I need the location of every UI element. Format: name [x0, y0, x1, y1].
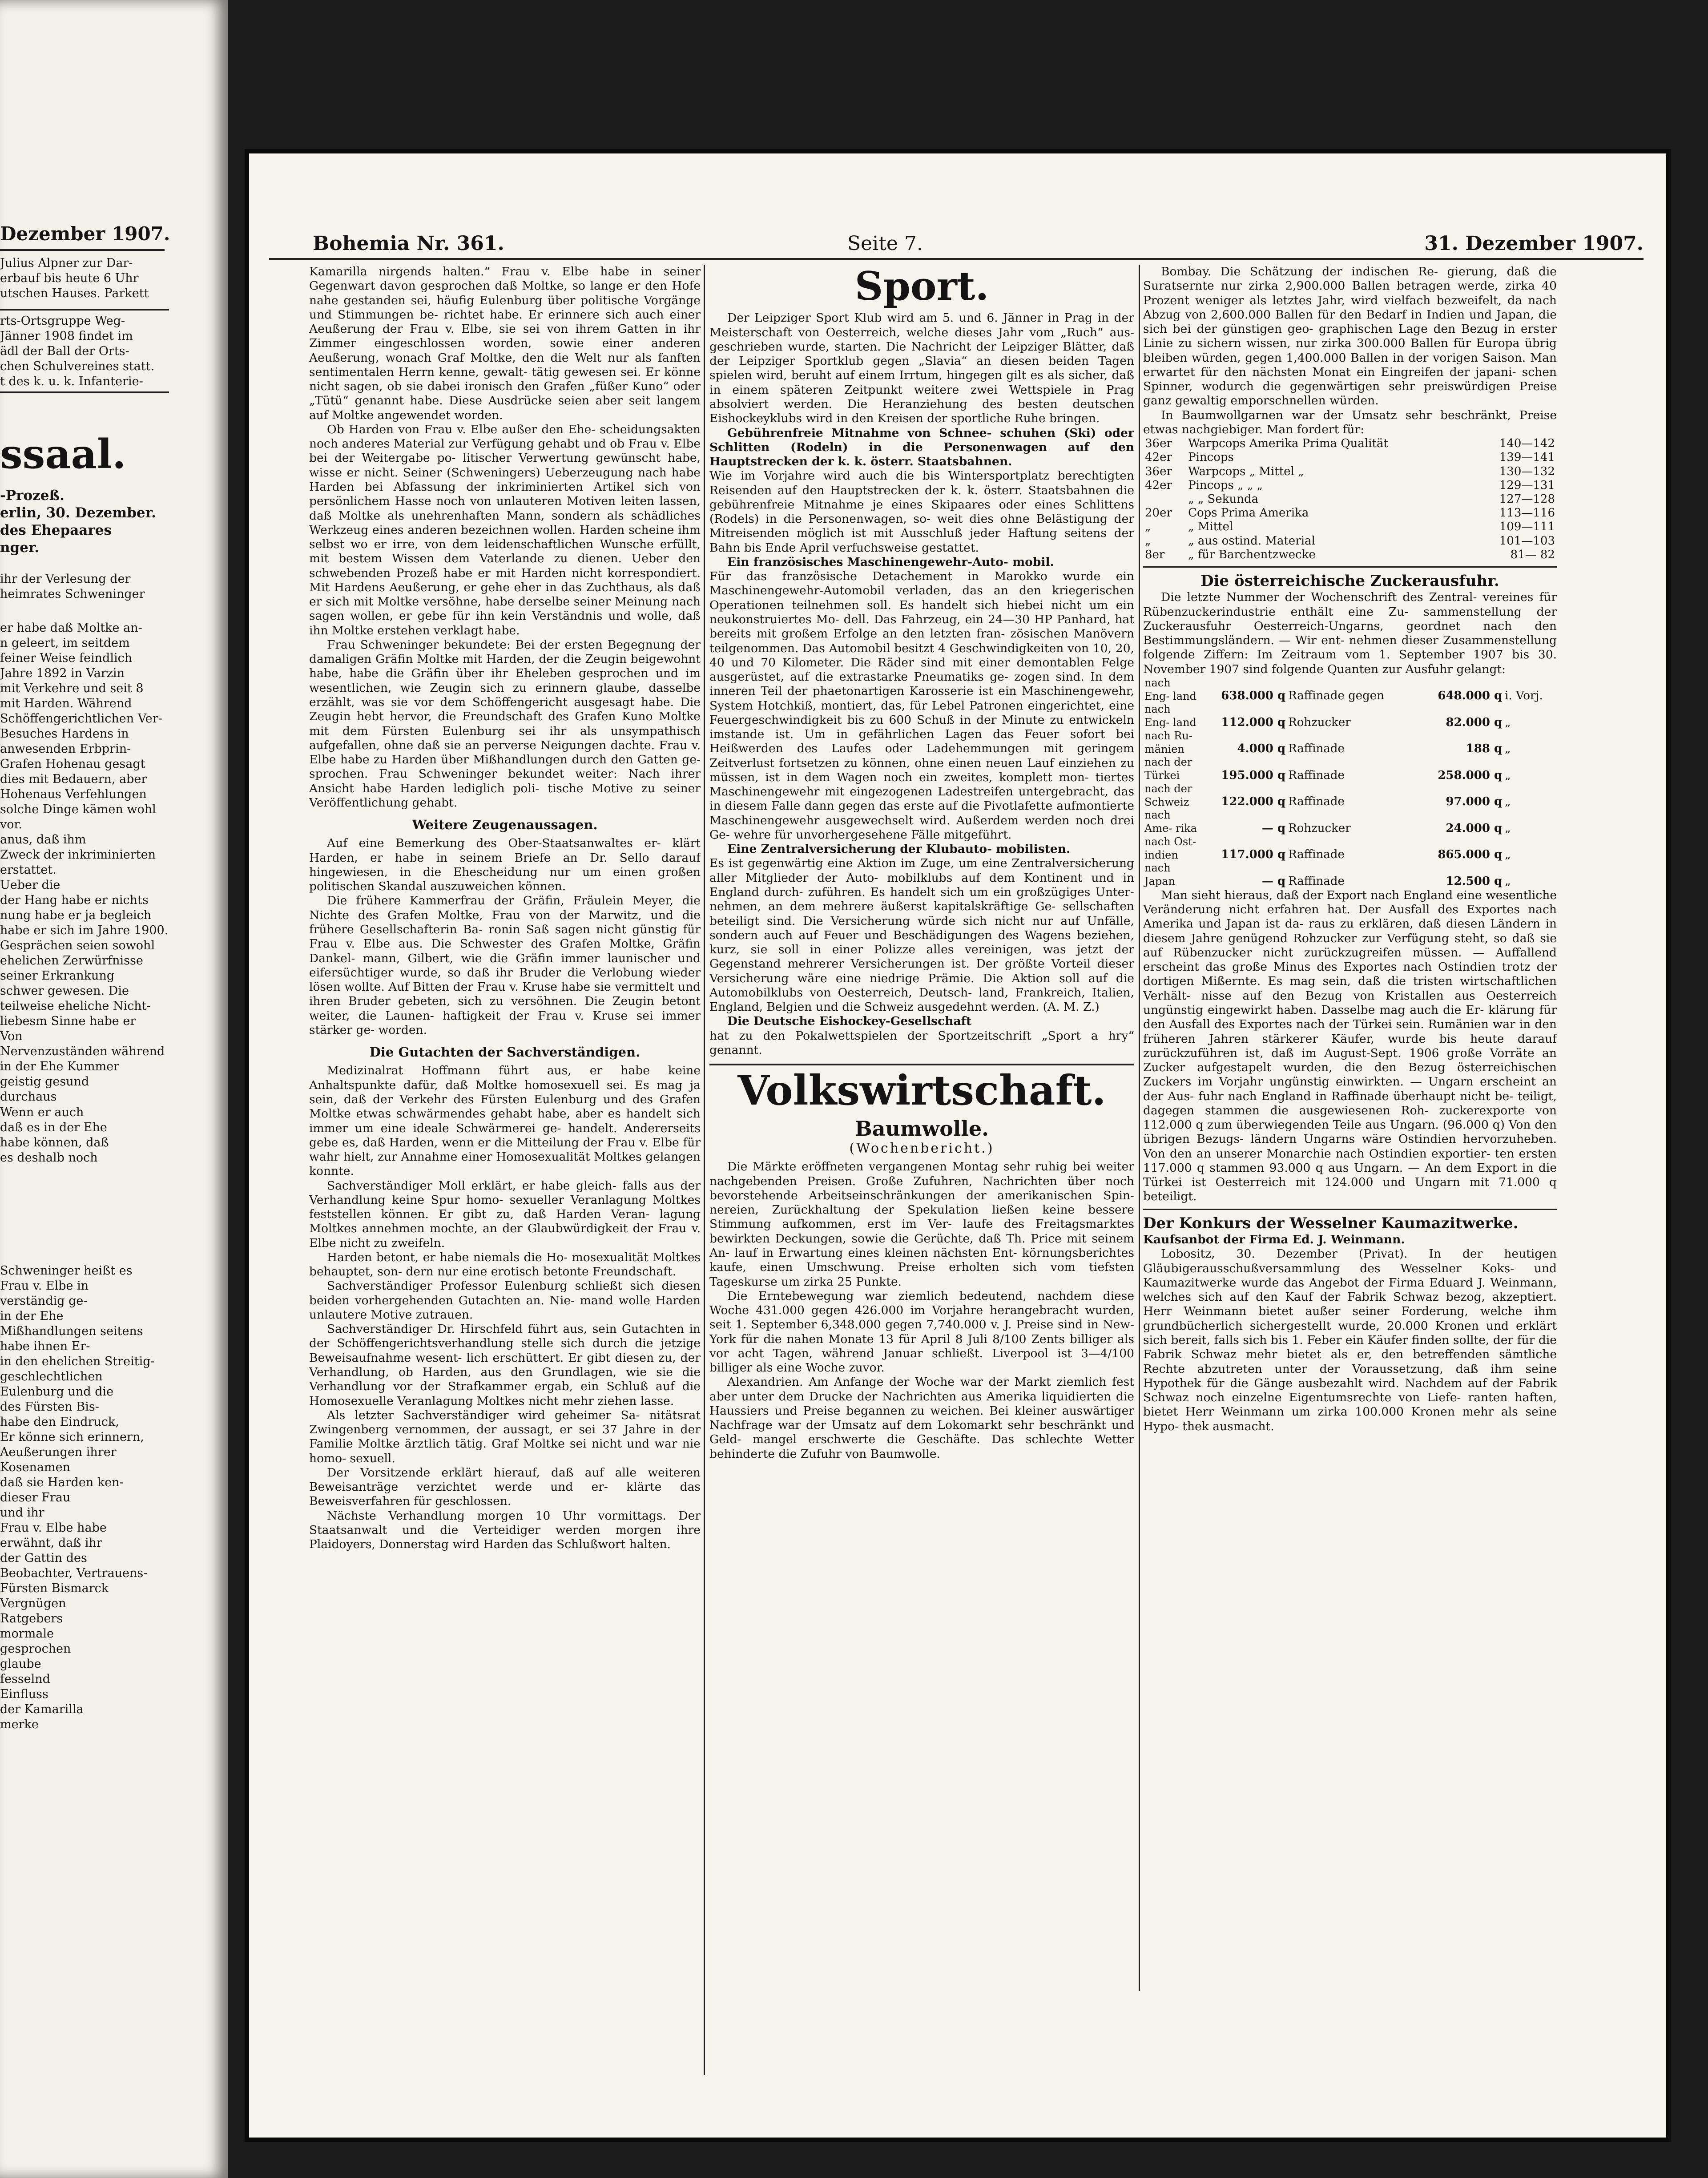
- sugar-export-row: [1143, 809, 1557, 835]
- sugar-export-row: [1143, 782, 1557, 809]
- price-range: 81— 82: [1510, 548, 1555, 561]
- paragraph: Als letzter Sachverständiger wird geheimer Sa- nitätsrat Zwingenberg vernommen, der aussagt, er sei 37 Jahre in der Familie Moltke ärztlich tätig. Graf Moltke sei nicht und war nie homo- sexuell.: [309, 1408, 701, 1465]
- subsection-title: Baumwolle.: [854, 1117, 989, 1141]
- yarn-type: „ „ Sekunda: [1188, 492, 1259, 506]
- quantity-current: 117.000 q: [1221, 848, 1286, 862]
- destination: nach Ru- mänien: [1144, 729, 1192, 755]
- destination: nach Ost- indien: [1144, 835, 1196, 861]
- destination: nach Eng- land: [1144, 676, 1196, 702]
- paragraph: Die letzte Nummer der Wochenschrift des Zentral- vereines für Rübenzuckerindustrie enthält eine Zu- sammenstellung der Zuckerausfuhr Oesterreich-Ungarns, geordnet nach den Bestimmungsländern. — Wir ent- nehmen dieser Zusammenstellung folgende Ziffern: Im Zeitraum vom 1. September 1907 bis 30. November 1907 sind folgende Quanten zur Ausfuhr gelangt:: [1143, 590, 1557, 676]
- period-note: i. Vorj.: [1505, 689, 1543, 703]
- section-divider: [1143, 566, 1557, 568]
- previous-page-section-title: ssaal.: [0, 431, 126, 478]
- yarn-count: 42er: [1145, 451, 1172, 464]
- price-row: [1143, 479, 1557, 492]
- product: Rohzucker: [1288, 821, 1351, 835]
- price-row: [1143, 465, 1557, 479]
- yarn-type: „ für Barchentzwecke: [1188, 548, 1316, 561]
- previous-page-header: Dezember 1907.: [0, 223, 170, 245]
- previous-page-header-rule: [0, 249, 165, 251]
- page-header: [269, 232, 1644, 268]
- price-row: [1143, 437, 1557, 451]
- yarn-type: Cops Prima Amerika: [1188, 506, 1309, 520]
- sugar-export-row: [1143, 756, 1557, 782]
- sugar-export-row: [1143, 835, 1557, 862]
- column-court-report: [309, 265, 701, 2097]
- yarn-count: 36er: [1145, 464, 1172, 478]
- price-range: 140—142: [1499, 437, 1555, 451]
- newspaper-page: [249, 153, 1666, 2138]
- paragraph: Die Erntebewegung war ziemlich bedeutend, nachdem diese Woche 431.000 gegen 426.000 im Vorjahre herangebracht wurden, seit 1. September 6,348.000 gegen 7,740.000 v. J. Preise sind in New-York für die nahen Monate 13 für April 8 Juli 8/100 Zents billiger als vor acht Tagen, während Januar schließt. Liverpool ist 3—4/100 billiger als eine Woche zuvor.: [709, 1289, 1134, 1375]
- yarn-type: Warpcops Amerika Prima Qualität: [1188, 437, 1388, 451]
- quantity-previous: 24.000 q: [1446, 821, 1503, 835]
- quantity-current: 4.000 q: [1237, 742, 1286, 756]
- price-range: 139—141: [1499, 451, 1555, 464]
- product: Raffinade: [1288, 742, 1345, 756]
- item-heading: Die Deutsche Eishockey-Gesellschaft: [727, 1014, 972, 1028]
- product: Raffinade: [1288, 848, 1345, 862]
- item-heading: Gebührenfreie Mitnahme von Schnee- schuhen (Ski) oder Schlitten (Rodeln) in die Personenwagen auf den Hauptstrecken der k. k. österr. Staatsbahnen.: [709, 426, 1134, 469]
- previous-page-snippet: er habe daß Moltke an- n geleert, im seitdem feiner Weise feindlich Jahre 1892 in Varzin mit Verkehre und seit 8 mit Harden. Während Schöffengerichtlichen Ver- Besuches Hardens in anwesenden Erbprin- Grafen Hohenau gesagt dies mit Bedauern, aber Hohenaus Verfehlungen solche Dinge kämen wohl vor. anus, daß ihm Zweck der inkriminierten erstattet. Ueber die der Hang habe er nichts nung habe er ja begleich habe er sich im Jahre 1900. Gesprächen seien sowohl ehelichen Zerwürfnisse seiner Erkrankung schwer gewesen. Die teilweise eheliche Nicht- liebesm Sinne habe er Von Nervenzuständen während in der Ehe Kummer geistig gesund durchaus Wenn er auch daß es in der Ehe habe können, daß es deshalb noch: [0, 621, 169, 1165]
- quantity-current: 195.000 q: [1221, 768, 1286, 782]
- paragraph: Harden betont, er habe niemals die Ho- mosexualität Moltkes behauptet, son- dern nur eine erotisch betonte Freundschaft.: [309, 1250, 701, 1279]
- yarn-count: 8er: [1145, 548, 1165, 561]
- sugar-export-row: [1143, 677, 1557, 703]
- sugar-export-row: [1143, 703, 1557, 730]
- paragraph: Auf eine Bemerkung des Ober-Staatsanwaltes er- klärt Harden, er habe in seinem Briefe an Dr. Sello darauf hingewiesen, in die Ehescheidung nur um einen großen politischen Skandal auszuweichen können.: [309, 836, 701, 894]
- price-row: [1143, 451, 1557, 464]
- quantity-current: — q: [1261, 874, 1286, 888]
- section-heading: Die österreichische Zuckerausfuhr.: [1200, 572, 1499, 590]
- price-row: [1143, 492, 1557, 506]
- yarn-type: „ Mittel: [1188, 520, 1233, 534]
- paragraph: Sachverständiger Professor Eulenburg schließt sich diesen beiden vorhergehenden Gutachten an. Nie- mand wolle Harden unlautere Motive zutrauen.: [309, 1279, 701, 1322]
- paragraph: hat zu den Pokalwettspielen der Sportzeitschrift „Sport a hry“ genannt.: [709, 1028, 1134, 1057]
- previous-page-snippet: ihr der Verlesung der heimrates Schweninger: [0, 572, 145, 601]
- product: Raffinade: [1288, 874, 1345, 888]
- section-heading: Weitere Zeugenaussagen.: [412, 817, 598, 833]
- column-rule: [1139, 265, 1140, 1991]
- paragraph: Medizinalrat Hoffmann führt aus, er habe keine Anhaltspunkte dafür, daß Moltke homosexuell sei. Es mag ja sein, daß der Verkehr des Fürsten Eulenburg und des Grafen Moltke etwas schwärmendes gehabt habe, aber es handelt sich immer um eine ideale Schwärmerei ge- handelt. Andererseits gebe es, daß Harden, wenn er die Mitteilung der Frau v. Elbe für wahr hielt, zur Annahme einer Homosexualität Moltkes gelangen konnte.: [309, 1064, 701, 1178]
- yarn-count: 20er: [1145, 506, 1172, 520]
- paragraph: Frau Schweninger bekundete: Bei der ersten Begegnung der damaligen Gräfin Moltke mit Harden, der die Zeugin beigewohnt habe, habe die Gräfin über ihr Eheleben gesprochen und im wesentlichen, wie Zeugin sich zu erinnern glaube, dasselbe erzählt, was sie vor dem Schöffengericht ausgesagt habe. Die Zeugin hebt hervor, die Freundschaft des Grafen Kuno Moltke mit dem Fürsten Eulenburg sei ihr als unsympathisch aufgefallen, ohne daß sie an perverse Neigungen dachte. Frau v. Elbe habe zu Harden über Mißhandlungen durch den Gatten ge- sprochen. Frau Schweninger bekundet weiter: Nach ihrer Ansicht habe Harden lediglich poli- tische Motive zu seiner Veröffentlichung gehabt.: [309, 637, 701, 810]
- paragraph: Bombay. Die Schätzung der indischen Re- gierung, daß die Suratsernte nur zirka 2,900.000 Ballen betragen werde, zirka 40 Prozent weniger als letztes Jahr, wird vielfach bezweifelt, da nach Abzug von 2,600.000 Ballen für den Bedarf in Indien und Japan, die sich bei der günstigen geo- graphischen Lage den Bezug in erster Linie zu sichern wissen, nur zirka 300.000 Ballen für Europa übrig bleiben würden, gegen 1,400.000 Ballen in der vorigen Saison. Man erwartet für den nächsten Monat ein Eingreifen der japani- schen Spinner, wodurch die gegenwärtigen sehr preiswürdigen Preise ganz gewaltig emporschnellen würden.: [1143, 265, 1557, 408]
- paragraph: Nächste Verhandlung morgen 10 Uhr vormittags. Der Staatsanwalt und die Verteidiger werden morgen ihre Plaidoyers, Donnerstag wird Harden das Schlußwort halten.: [309, 1508, 701, 1552]
- previous-page-rule: [0, 391, 169, 393]
- section-heading: Die Gutachten der Sachverständigen.: [369, 1045, 640, 1060]
- subsection-subtitle: (Wochenbericht.): [849, 1141, 995, 1157]
- previous-page-snippet: Julius Alpner zur Dar- erbauf bis heute 6 Uhr utschen Hauses. Parkett: [0, 256, 149, 301]
- page-number: Seite 7.: [847, 232, 923, 255]
- period-note: „: [1505, 768, 1511, 782]
- price-range: 101—103: [1499, 534, 1555, 548]
- sugar-export-table: [1143, 677, 1557, 888]
- previous-page-rule: [0, 309, 169, 311]
- previous-page-subtitle: -Prozeß. erlin, 30. Dezember. des Ehepaares nger.: [0, 488, 156, 556]
- destination: nach Japan: [1144, 862, 1176, 888]
- yarn-count: „: [1145, 520, 1151, 534]
- section-title-sport: Sport.: [854, 265, 989, 309]
- price-row: [1143, 520, 1557, 534]
- destination: nach der Türkei: [1144, 756, 1192, 782]
- section-heading: Der Konkurs der Wesselner Kaumazitwerke.: [1143, 1214, 1519, 1232]
- quantity-current: 122.000 q: [1221, 795, 1286, 809]
- yarn-price-table: [1143, 437, 1557, 562]
- issue-number: Bohemia Nr. 361.: [313, 232, 504, 255]
- item-heading: Kaufsanbot der Firma Ed. J. Weinmann.: [1143, 1233, 1405, 1247]
- quantity-previous: 188 q: [1466, 742, 1503, 756]
- product: Raffinade: [1288, 768, 1345, 782]
- period-note: „: [1505, 742, 1511, 756]
- item-heading: Eine Zentralversicherung der Klubauto- mobilisten.: [727, 842, 1071, 856]
- yarn-type: Warpcops „ Mittel „: [1188, 464, 1304, 478]
- yarn-count: „: [1145, 534, 1151, 548]
- product: Rohzucker: [1288, 715, 1351, 729]
- price-range: 129—131: [1499, 478, 1555, 492]
- paragraph: Die frühere Kammerfrau der Gräfin, Fräulein Meyer, die Nichte des Grafen Moltke, Frau von der Marwitz, und die frühere Gesellschafterin Ba- ronin Saß sagen nicht günstig für Frau v. Elbe aus. Die Schwester des Grafen Moltke, Gräfin Dankel- mann, Gilbert, wie die Gräfin immer launischer und eifersüchtiger wurde, so daß ihr Bruder die Verlobung wieder lösen wollte. Auf Bitten der Frau v. Kruse habe sie vermittelt und ihren Bruder gebeten, sich zu versöhnen. Die Zeugin betont weiter, die Launen- haftigkeit der Frau v. Kruse sei immer stärker ge- worden.: [309, 894, 701, 1037]
- price-row: [1143, 534, 1557, 548]
- price-row: [1143, 548, 1557, 562]
- paragraph: Für das französische Detachement in Marokko wurde ein Maschinengewehr-Automobil verladen, das an den kriegerischen Operationen teilnehmen soll. Es handelt sich hiebei nicht um ein neukonstruiertes Mo- dell. Das Fahrzeug, ein 24—30 HP Panhard, hat bereits mit großem Erfolge an den letzten fran- zösischen Manövern teilgenommen. Das Automobil besitzt 4 Geschwindigkeiten von 10, 20, 40 und 70 Kilometer. Die Räder sind mit einer demontablen Felge ausgerüstet, auf die extrastarke Pneumatiks ge- zogen sind. In dem inneren Teil der phaetonartigen Karosserie ist ein Maschinengewehr, System Hotchkiß, montiert, das, für Lebel Patronen eingerichtet, eine Feuergeschwindigkeit bis zu 600 Schuß in der Minute zu entwickeln imstande ist. Um in gefährlichen Lagen das Feuer sofort bei Heißwerden des Laufes oder Ladehemmungen mit geringem Zeitverlust fortsetzen zu können, ohne einen neuen Lauf einziehen zu müssen, ist in dem Wagen noch ein zweites, komplett mon- tiertes Maschinengewehr mit eingezogenen Ladestreifen untergebracht, das in diesem Falle dann gegen das erste auf die Pivotlafette aufmontierte Maschinengewehr ausgewechselt wird. Außerdem werden noch drei Ge- wehre für unvorhergesehene Fälle mitgeführt.: [709, 569, 1134, 842]
- price-range: 130—132: [1499, 464, 1555, 478]
- quantity-current: — q: [1261, 821, 1286, 835]
- sugar-export-row: [1143, 730, 1557, 756]
- paragraph: Der Leipziger Sport Klub wird am 5. und 6. Jänner in Prag in der Meisterschaft von Oesterreich, welche dieses Jahr vom „Ruch“ aus- geschrieben wurde, starten. Die Nachricht der Leipziger Blätter, daß der Leipziger Sportklub gegen „Slavia“ an diesen beiden Tagen spielen wird, beruht auf einem Irrtum, hingegen gilt es als sicher, daß in einem späteren Zeitpunkt weitere zwei Wettspiele in Prag absolviert werden. Die Heranziehung des besten deutschen Eishockeyklubs wird in den Kreisen der sportliche Ruhe bringen.: [709, 311, 1134, 426]
- period-note: „: [1505, 848, 1511, 862]
- paragraph: Sachverständiger Moll erklärt, er habe gleich- falls aus der Verhandlung keine Spur homo- sexueller Veranlagung Moltkes feststellen können. Er gibt zu, daß Harden Veran- lagung Moltkes annehmen mochte, an der Glaubwürdigkeit der Frau v. Elbe nicht zu zweifeln.: [309, 1178, 701, 1250]
- sugar-export-row: [1143, 862, 1557, 888]
- paragraph: Wie im Vorjahre wird auch die bis Wintersportplatz berechtigten Reisenden auf den Hauptstrecken der k. k. österr. Staatsbahnen die gebührenfreie Mitnahme je eines Skipaares oder eines Schlittens (Rodels) in die Personenwagen, so- weit dies ohne Belästigung der Mitreisenden möglich ist mit Ausschluß jeder Haftung seitens der Bahn bis Ende April verfuchsweise gestattet.: [709, 469, 1134, 555]
- paragraph: Ob Harden von Frau v. Elbe außer den Ehe- scheidungsakten noch anderes Material zur Verfügung gehabt und ob Frau v. Elbe bei der Weitergabe po- litischer Verwertung gewünscht habe, wisse er nicht. Seiner (Schweningers) Ueberzeugung nach habe Harden bei Abfassung der inkriminierten Artikel sich von persönlichem Hasse noch von unlauteren Motiven leiten lassen, daß Moltke als unehrenhaften Mann, sondern als schädliches Werkzeug eines anderen bezeichnen wollen. Harden scheine ihm selbst wo er irre, von dem leidenschaftlichen Wunsche erfüllt, mit bestem Wissen dem Vaterlande zu dienen. Ueber den schwebenden Prozeß habe er mit Harden nicht korrespondiert. Mit Hardens Aeußerung, er gehe eher in das Zuchthaus, als daß er sich mit Moltke versöhne, habe derselbe seiner Meinung nach sagen wollen, er gebe für ihn kein Verständnis und wolle, daß ihn Moltke erstehen verklagt habe.: [309, 422, 701, 637]
- period-note: „: [1505, 874, 1511, 888]
- price-range: 127—128: [1499, 492, 1555, 506]
- quantity-previous: 258.000 q: [1438, 768, 1503, 782]
- previous-page-snippet: rts-Ortsgruppe Weg- Jänner 1908 findet im ädl der Ball der Orts- chen Schulvereines statt. t des k. u. k. Infanterie-: [0, 314, 155, 389]
- paragraph: Sachverständiger Dr. Hirschfeld führt aus, sein Gutachten in der Schöffengerichtsverhandlung stelle sich durch die jetzige Beweisaufnahme wesent- lich erschüttert. Er gibt diesen zu, der Verhandlung, ob Harden, aus den Grundlagen, wie sie die Verhandlung vor der Strafkammer ergab, ein Schluß auf die Homosexuelle Veranlagung Moltkes nicht mehr ziehen lasse.: [309, 1322, 701, 1408]
- paragraph: Die Märkte eröffneten vergangenen Montag sehr ruhig bei weiter nachgebenden Preisen. Große Zufuhren, Nachrichten über noch bevorstehende Arbeitseinschränkungen der amerikanischen Spin- nereien, Zurückhaltung der Spekulation ließen keine bessere Stimmung aufkommen, erst im Ver- laufe des Freitagsmarktes bewirkten Deckungen, sowie die Gerüchte, daß Th. Price mit seinem An- lauf in Erwartung eines kleinen nächsten Ent- körnungsberichtes kaufe, einen Umschwung. Preise erholten sich vom tiefsten Tageskurse um zirka 25 Punkte.: [709, 1160, 1134, 1289]
- section-divider: [709, 1064, 1134, 1065]
- item-heading: Ein französisches Maschinengewehr-Auto- mobil.: [727, 555, 1054, 569]
- quantity-previous: 97.000 q: [1446, 795, 1503, 809]
- column-sport-economy: [709, 265, 1134, 2097]
- destination: nach der Schweiz: [1144, 782, 1192, 808]
- price-row: [1143, 506, 1557, 520]
- yarn-type: Pincops: [1188, 451, 1234, 464]
- issue-date: 31. Dezember 1907.: [1424, 232, 1644, 255]
- quantity-previous: 12.500 q: [1446, 874, 1503, 888]
- quantity-current: 638.000 q: [1221, 689, 1286, 703]
- quantity-previous: 648.000 q: [1438, 689, 1503, 703]
- yarn-type: „ aus ostind. Material: [1188, 534, 1315, 548]
- paragraph: Kamarilla nirgends halten.“ Frau v. Elbe habe in seiner Gegenwart davon gesprochen daß Moltke, so lange er den Hofe nahe gestanden sei, häufig Eulenburg über politische Vorgänge und Stimmungen be- richtet habe. Er erinnere sich auch einer Aeußerung der Frau v. Elbe, sie sei von ihrem Gatten in ihr Zimmer eingeschlossen worden, sowie einer anderen Aeußerung, wonach Graf Moltke, den die Welt nur als fanften sentimentalen Herrn kenne, gewalt- tätig gewesen sei. Er könne nicht sagen, ob sie dabei ironisch den Grafen „füßer Kuno“ oder „Tütü“ genannt habe. Diese Ausdrücke seien aber seit langem auf Moltke angewendet worden.: [309, 265, 701, 422]
- column-rule: [704, 265, 705, 2075]
- yarn-count: 42er: [1145, 478, 1172, 492]
- product: Raffinade gegen: [1288, 689, 1384, 703]
- yarn-count: 36er: [1145, 437, 1172, 451]
- period-note: „: [1505, 821, 1511, 835]
- paragraph: Lobositz, 30. Dezember (Privat). In der heutigen Gläubigerausschußversammlung des Wesselner Koks- und Kaumazitwerke wurde das Angebot der Firma Eduard J. Weinmann, welches sich auf den Kauf der Fabrik Schwaz bezog, akzeptiert. Herr Weinmann bietet außer seiner Forderung, welche ihm grundbücherlich sichergestellt wurde, 20.000 Kronen und erklärt sich bereit, falls sich bis 1. Feber ein Käufer finden sollte, der für die Fabrik Schwaz mehr bietet als er, den betreffenden sämtliche Rechte abzutreten unter der Voraussetzung, daß ihm seine Hypothek für die Gänge ausbezahlt wird. Nachdem auf der Fabrik Schwaz noch einzelne Eigentumsrechte von Liefe- ranten haften, bietet Herr Weinmann um zirka 100.000 Kronen mehr als seine Hypo- thek ausmacht.: [1143, 1247, 1557, 1433]
- previous-page-fragment: [0, 0, 228, 2178]
- product: Raffinade: [1288, 795, 1345, 809]
- period-note: „: [1505, 715, 1511, 729]
- paragraph: Der Vorsitzende erklärt hierauf, daß auf alle weiteren Beweisanträge verzichtet werde und er- klärte das Beweisverfahren für geschlossen.: [309, 1465, 701, 1508]
- quantity-current: 112.000 q: [1221, 715, 1286, 729]
- destination: nach Ame- rika: [1144, 809, 1197, 835]
- previous-page-snippet: Schweninger heißt es Frau v. Elbe in verständig ge- in der Ehe Mißhandlungen seitens habe ihnen Er- in den ehelichen Streitig- geschlechtlichen Eulenburg und die des Fürsten Bis- habe den Eindruck, Er könne sich erinnern, Aeußerungen ihrer Kosenamen daß sie Harden ken- dieser Frau und ihr Frau v. Elbe habe erwähnt, daß ihr der Gattin des Beobachter, Vertrauens- Fürsten Bismarck Vergnügen Ratgebers mormale gesprochen glaube fesselnd Einfluss der Kamarilla merke: [0, 1264, 155, 1732]
- yarn-count: [1143, 492, 1186, 506]
- quantity-previous: 865.000 q: [1438, 848, 1503, 862]
- column-markets: [1143, 265, 1557, 2097]
- period-note: „: [1505, 795, 1511, 809]
- price-range: 109—111: [1499, 520, 1555, 534]
- price-range: 113—116: [1499, 506, 1555, 520]
- paragraph: Alexandrien. Am Anfange der Woche war der Markt ziemlich fest aber unter dem Drucke der Nachrichten aus Amerika liquidierten die Haussiers und Preise begannen zu weichen. Bei kleiner auswärtiger Nachfrage war der Umsatz auf dem Lokomarkt sehr beschränkt und Geld- mangel erschwerte die Geschäfte. Das schlechte Wetter behinderte die Zufuhr von Baumwolle.: [709, 1375, 1134, 1461]
- section-title-economy: Volkswirtschaft.: [737, 1066, 1106, 1115]
- destination: nach Eng- land: [1144, 703, 1196, 729]
- section-divider: [1143, 1209, 1557, 1210]
- paragraph: In Baumwollgarnen war der Umsatz sehr beschränkt, Preise etwas nachgiebiger. Man fordert für:: [1143, 408, 1557, 436]
- header-rule: [269, 258, 1644, 260]
- paragraph: Man sieht hieraus, daß der Export nach England eine wesentliche Veränderung nicht erfahren hat. Der Ausfall des Exportes nach Amerika und Japan ist da- raus zu erklären, daß diesen Ländern in diesem Jahre genügend Rohzucker zur Verfügung steht, so daß sie auf Rübenzucker nicht zurückzugreifen müssen. — Auffallend erscheint das große Minus des Exportes nach Ostindien trotz der dortigen Mißernte. Es mag sein, daß die tristen wirtschaftlichen Verhält- nisse auf den Bezug von Kristallen aus Oesterreich ungünstig eingewirkt haben. Dasselbe mag auch die Er- klärung für den Ausfall des Exportes nach der Türkei sein. Rumänien war in den früheren Jahren stärkerer Käufer, wurde bis heute darauf zurückzuführen ist, daß im August-Sept. 1906 große Vorräte an Zucker aufgestapelt wurden, die den Bezug österreichischen Zuckers im Vorjahr ungünstig einwirkten. — Ungarn erscheint an der Aus- fuhr nach England in Raffinade überhaupt nicht be- teiligt, dagegen stammen die ausgewiesenen Roh- zuckerexporte von 112.000 q zum überwiegenden Teile aus Ungarn. (96.000 q) Von den übrigen Bezugs- ländern Ungarns wäre Ostindien hervorzuheben. Von den an unserer Monarchie nach Ostindien exportier- ten ersten 117.000 q stammen 93.000 q aus Ungarn. — An dem Export in die Türkei ist Oesterreich mit 124.000 und Ungarn mit 71.000 q beteiligt.: [1143, 888, 1557, 1204]
- yarn-type: Pincops „ „ „: [1188, 478, 1263, 492]
- paragraph: Es ist gegenwärtig eine Aktion im Zuge, um eine Zentralversicherung aller Mitglieder der Auto- mobilklubs auf dem Kontinent und in England durch- zuführen. Es handelt sich um ein großzügiges Unter- nehmen, an dem mehrere äußerst kapitalskräftige Ge- sellschaften beteiligt sind. Die Versicherung würde sich nicht nur auf Unfälle, sondern auch auf Feuer und Beschädigungen des Wagens beziehen, kurz, sie soll in einer Polizze alles vereinigen, was jetzt der Gegenstand mehrerer Versicherungen ist. Der größte Vorteil dieser Versicherung wäre eine niedrige Prämie. Die Aktion soll auf die Automobilklubs von Oesterreich, Deutsch- land, Frankreich, Italien, England, Belgien und die Schweiz ausgedehnt werden. (A. M. Z.): [709, 856, 1134, 1014]
- quantity-previous: 82.000 q: [1446, 715, 1503, 729]
